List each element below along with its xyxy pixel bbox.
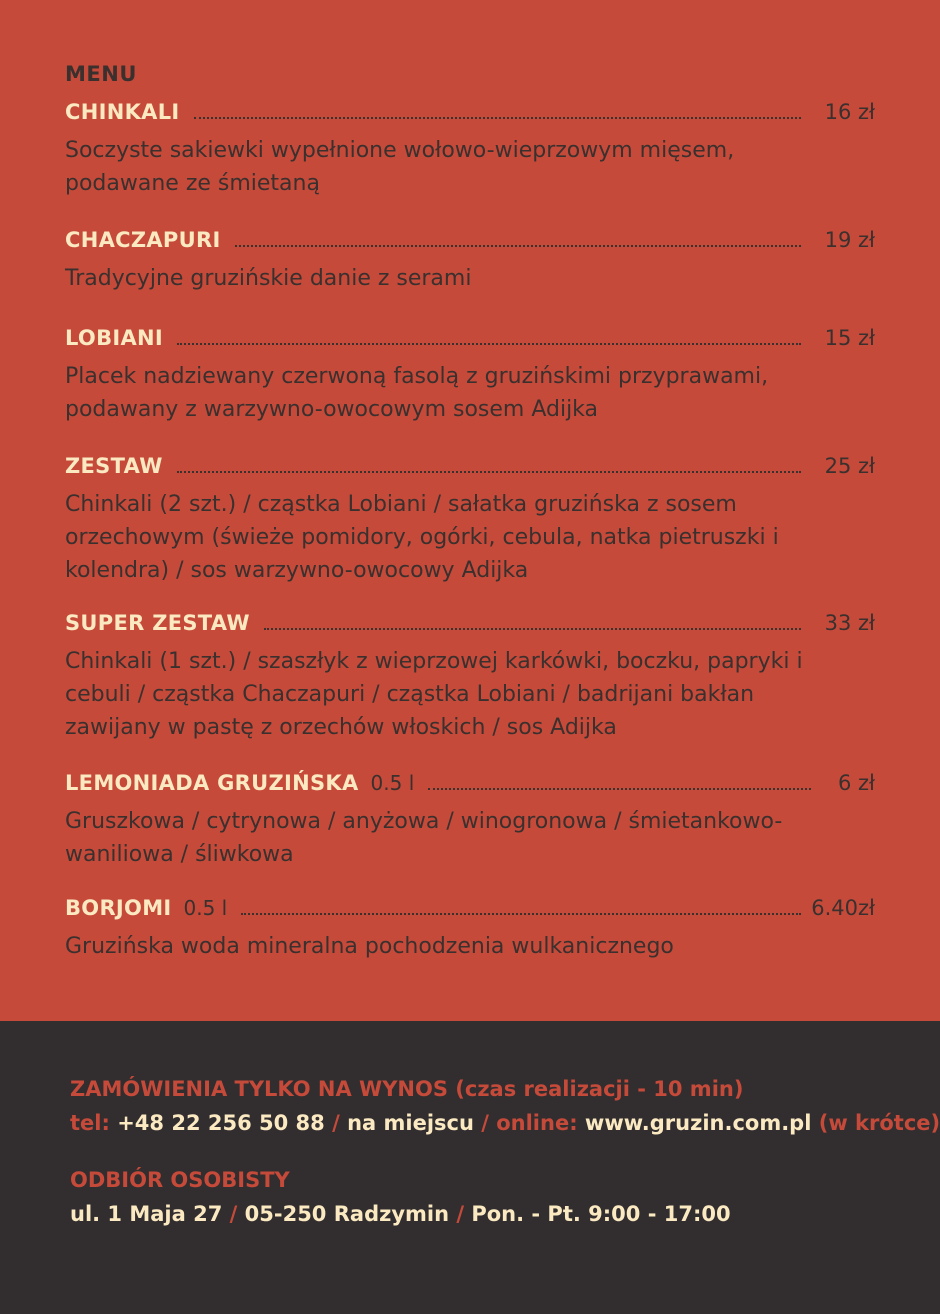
website-link[interactable]: www.gruzin.com.pl xyxy=(584,1111,812,1135)
phone-number[interactable]: +48 22 256 50 88 xyxy=(117,1111,325,1135)
item-description: Gruszkowa / cytrynowa / anyżowa / winogronowa / śmietankowo-waniliowa / śliwkowa xyxy=(65,809,783,867)
item-description: Gruzińska woda mineralna pochodzenia wulkanicznego xyxy=(65,934,674,959)
onsite-label: na miejscu xyxy=(347,1111,474,1135)
item-name: SUPER ZESTAW xyxy=(65,611,250,635)
item-price: 16 zł xyxy=(824,100,875,124)
menu-item xyxy=(65,896,875,963)
menu-item xyxy=(65,228,875,295)
item-volume: 0.5 l xyxy=(370,771,415,795)
item-volume: 0.5 l xyxy=(183,896,228,920)
menu-item xyxy=(65,454,875,587)
item-price: 33 zł xyxy=(824,611,875,635)
item-name: BORJOMI xyxy=(65,896,172,920)
item-description: Tradycyjne gruzińskie danie z serami xyxy=(65,266,472,291)
menu-item xyxy=(65,611,875,744)
item-name: ZESTAW xyxy=(65,454,163,478)
item-name: LEMONIADA GRUZIŃSKA xyxy=(65,771,359,795)
item-price: 25 zł xyxy=(824,454,875,478)
menu-item xyxy=(65,326,875,426)
separator: / xyxy=(332,1111,340,1135)
dotted-leader xyxy=(264,628,801,630)
item-price: 19 zł xyxy=(824,228,875,252)
item-description: Chinkali (2 szt.) / cząstka Lobiani / sałatka gruzińska z sosem orzechowym (świeże pomidory, ogórki, cebula, natka pietruszki i kolendra) / sos warzywno-owocowy Adijka xyxy=(65,492,779,583)
address-line xyxy=(70,1202,731,1226)
item-description: Placek nadziewany czerwoną fasolą z gruzińskimi przyprawami, podawany z warzywno-owocowym sosem Adijka xyxy=(65,364,769,422)
dotted-leader xyxy=(428,788,811,790)
dotted-leader xyxy=(235,245,801,247)
postal-city: 05-250 Radzymin xyxy=(244,1202,450,1226)
street-address: ul. 1 Maja 27 xyxy=(70,1202,223,1226)
separator: / xyxy=(481,1111,489,1135)
item-price: 15 zł xyxy=(824,326,875,350)
item-name: CHINKALI xyxy=(65,100,180,124)
separator: / xyxy=(456,1202,465,1226)
item-description: Soczyste sakiewki wypełnione wołowo-wieprzowym mięsem, podawane ze śmietaną xyxy=(65,138,735,196)
dotted-leader xyxy=(194,117,801,119)
item-price: 6 zł xyxy=(837,771,875,795)
dotted-leader xyxy=(241,913,801,915)
order-title: ZAMÓWIENIA TYLKO NA WYNOS (czas realizacji - 10 min) xyxy=(70,1077,744,1101)
menu-item xyxy=(65,771,875,871)
opening-hours: Pon. - Pt. 9:00 - 17:00 xyxy=(471,1202,731,1226)
online-label: online: xyxy=(496,1111,578,1135)
item-description: Chinkali (1 szt.) / szaszłyk z wieprzowej karkówki, boczku, papryki i cebuli / cząstka Chaczapuri / cząstka Lobiani / badrijani bakłan zawijany w pastę z orzechów włoskich / sos Adijka xyxy=(65,649,803,740)
menu-heading: MENU xyxy=(65,62,137,86)
contact-line xyxy=(70,1111,940,1135)
pickup-title: ODBIÓR OSOBISTY xyxy=(70,1168,290,1192)
footer-contact xyxy=(0,1021,940,1314)
item-name: CHACZAPURI xyxy=(65,228,221,252)
coming-soon-note: (w krótce) xyxy=(818,1111,940,1135)
dotted-leader xyxy=(177,471,801,473)
item-price: 6.40zł xyxy=(811,896,875,920)
dotted-leader xyxy=(177,343,801,345)
item-name: LOBIANI xyxy=(65,326,164,350)
menu-item xyxy=(65,100,875,200)
tel-label: tel: xyxy=(70,1111,110,1135)
separator: / xyxy=(229,1202,238,1226)
